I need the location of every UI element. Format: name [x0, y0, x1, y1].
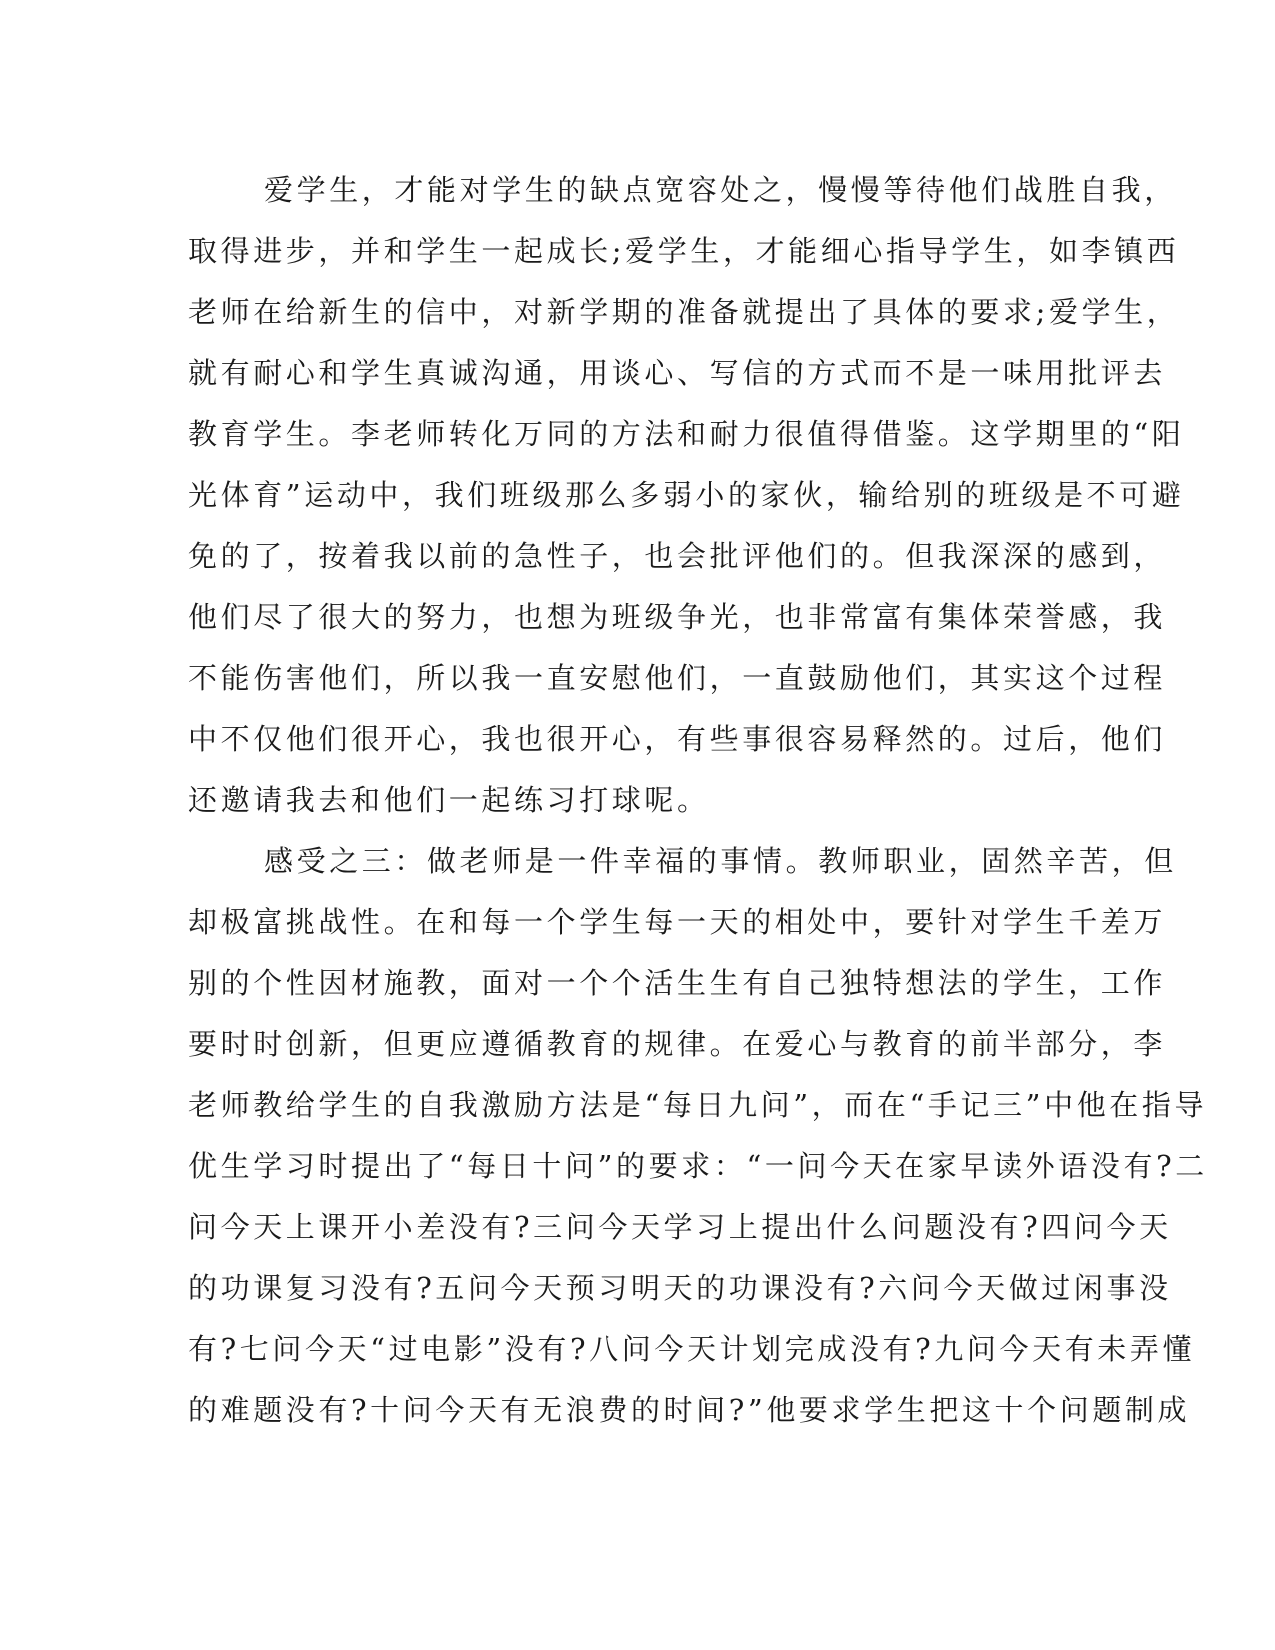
text-line: 感受之三：做老师是一件幸福的事情。教师职业，固然辛苦，但 [264, 844, 1177, 878]
text-line: 的难题没有?十问今天有无浪费的时间?”他要求学生把这十个问题制成 [188, 1393, 1191, 1427]
text-line: 中不仅他们很开心，我也很开心，有些事很容易释然的。过后，他们 [188, 722, 1167, 756]
text-line: 问今天上课开小差没有?三问今天学习上提出什么问题没有?四问今天 [188, 1210, 1172, 1244]
text-line: 老师在给新生的信中，对新学期的准备就提出了具体的要求;爱学生， [188, 295, 1180, 329]
body-text [188, 160, 1208, 1441]
text-line: 有?七问今天“过电影”没有?八问今天计划完成没有?九问今天有未弄懂 [188, 1332, 1196, 1366]
text-line: 别的个性因材施教，面对一个个活生生有自己独特想法的学生，工作 [188, 966, 1167, 1000]
text-line: 就有耐心和学生真诚沟通，用谈心、写信的方式而不是一味用批评去 [188, 356, 1167, 390]
text-line: 教育学生。李老师转化万同的方法和耐力很值得借鉴。这学期里的“阳 [188, 417, 1185, 451]
text-line: 取得进步，并和学生一起成长;爱学生，才能细心指导学生，如李镇西 [188, 234, 1180, 268]
text-line: 免的了，按着我以前的急性子，也会批评他们的。但我深深的感到， [188, 539, 1167, 573]
text-line: 爱学生，才能对学生的缺点宽容处之，慢慢等待他们战胜自我， [264, 173, 1177, 207]
text-line: 优生学习时提出了“每日十问”的要求：“一问今天在家早读外语没有?二 [188, 1149, 1208, 1183]
text-line: 光体育”运动中，我们班级那么多弱小的家伙，输给别的班级是不可避 [188, 478, 1185, 512]
text-line: 却极富挑战性。在和每一个学生每一天的相处中，要针对学生千差万 [188, 905, 1167, 939]
text-line: 还邀请我去和他们一起练习打球呢。 [188, 783, 710, 817]
text-line: 不能伤害他们，所以我一直安慰他们，一直鼓励他们，其实这个过程 [188, 661, 1167, 695]
text-line: 的功课复习没有?五问今天预习明天的功课没有?六问今天做过闲事没 [188, 1271, 1172, 1305]
text-line: 要时时创新，但更应遵循教育的规律。在爱心与教育的前半部分，李 [188, 1027, 1167, 1061]
text-line: 他们尽了很大的努力，也想为班级争光，也非常富有集体荣誉感，我 [188, 600, 1167, 634]
text-line: 老师教给学生的自我激励方法是“每日九问”，而在“手记三”中他在指导 [188, 1088, 1208, 1122]
